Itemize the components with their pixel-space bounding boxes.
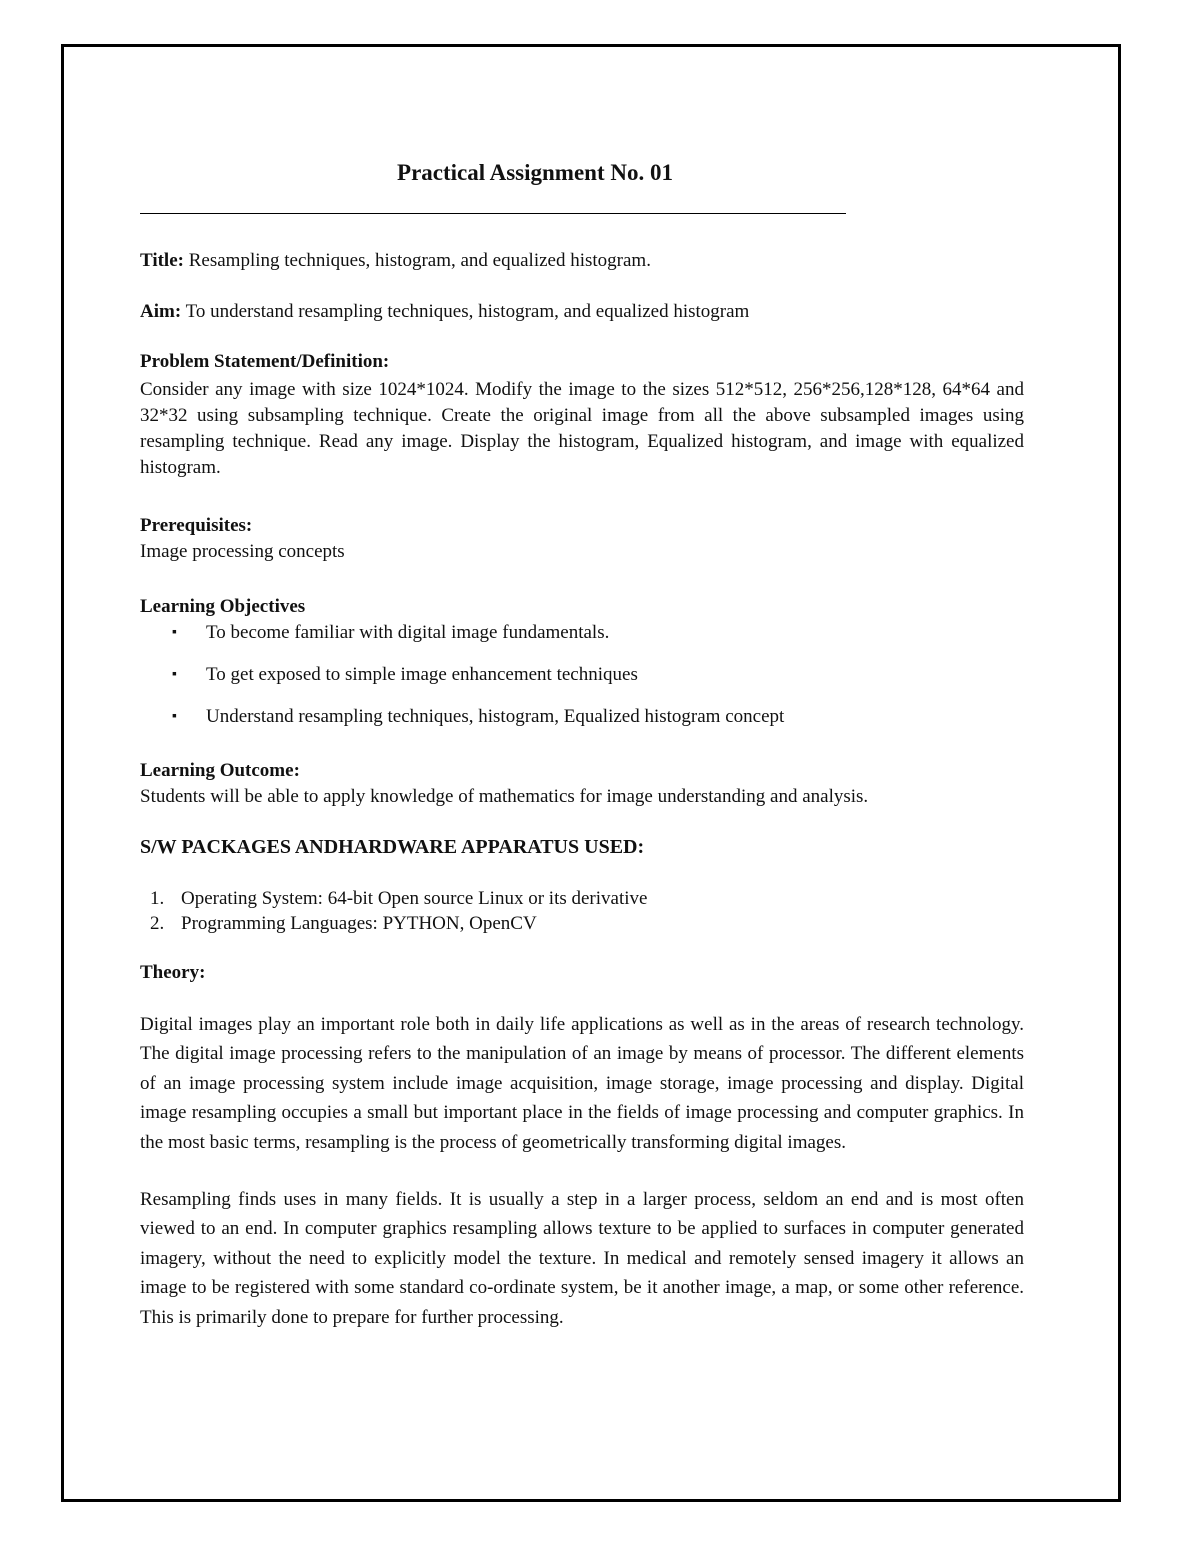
aim-text: To understand resampling techniques, histogram, and equalized histogram xyxy=(181,301,750,322)
title-underline xyxy=(140,213,846,214)
bullet-icon: ▪ xyxy=(172,667,177,682)
outcome-heading: Learning Outcome: xyxy=(140,760,300,781)
title-line xyxy=(140,248,1024,274)
title-text: Resampling techniques, histogram, and equalized histogram. xyxy=(183,250,651,271)
sw-heading: S/W PACKAGES ANDHARDWARE APPARATUS USED: xyxy=(140,836,645,858)
bullet-icon: ▪ xyxy=(172,709,177,724)
objectives-heading: Learning Objectives xyxy=(140,596,306,617)
prerequisites-text: Image processing concepts xyxy=(140,541,345,562)
problem-text: Consider any image with size 1024*1024. Modify the image to the sizes 512*512, 256*256,128*128, 64*64 and 32*32 using subsampling technique. Create the original image from all the above subsampled images using resampling technique. Read any image. Display the histogram, Equalized histogram, and image with equalized histogram. xyxy=(140,379,1024,478)
theory-paragraph-2: Resampling finds uses in many fields. It is usually a step in a larger process, seldom an end and is most often viewed to an end. In computer graphics resampling allows texture to be applied to surfaces in computer generated imagery, without the need to explicitly model the texture. In medical and remotely sensed imagery it allows an image to be registered with some standard co-ordinate system, be it another image, a map, or some other reference. This is primarily done to prepare for further processing. xyxy=(140,1189,1024,1328)
theory-heading: Theory: xyxy=(140,962,206,983)
page-title: Practical Assignment No. 01 xyxy=(397,160,673,185)
aim-label: Aim: xyxy=(140,301,182,322)
title-label: Title: xyxy=(140,250,184,271)
list-item: ▪ To get exposed to simple image enhancement techniques xyxy=(140,662,1024,688)
bullet-icon: ▪ xyxy=(172,625,177,640)
list-item: 2. Programming Languages: PYTHON, OpenCV xyxy=(150,913,537,934)
sw-list xyxy=(140,886,1024,936)
list-item: ▪ To become familiar with digital image fundamentals. xyxy=(140,620,1024,646)
prerequisites-heading: Prerequisites: xyxy=(140,515,253,536)
aim-line xyxy=(140,299,1024,325)
outcome-text: Students will be able to apply knowledge of mathematics for image understanding and analysis. xyxy=(140,786,869,807)
objectives-list xyxy=(140,620,1024,746)
problem-heading: Problem Statement/Definition: xyxy=(140,351,390,372)
list-item: ▪ Understand resampling techniques, histogram, Equalized histogram concept xyxy=(140,704,1024,730)
theory-paragraph-1: Digital images play an important role both in daily life applications as well as in the areas of research technology. The digital image processing refers to the manipulation of an image by means of processor. The different elements of an image processing system include image acquisition, image storage, image processing and display. Digital image resampling occupies a small but important place in the fields of image processing and computer graphics. In the most basic terms, resampling is the process of geometrically transforming digital images. xyxy=(140,1014,1024,1153)
list-item: 1. Operating System: 64-bit Open source Linux or its derivative xyxy=(150,888,648,909)
